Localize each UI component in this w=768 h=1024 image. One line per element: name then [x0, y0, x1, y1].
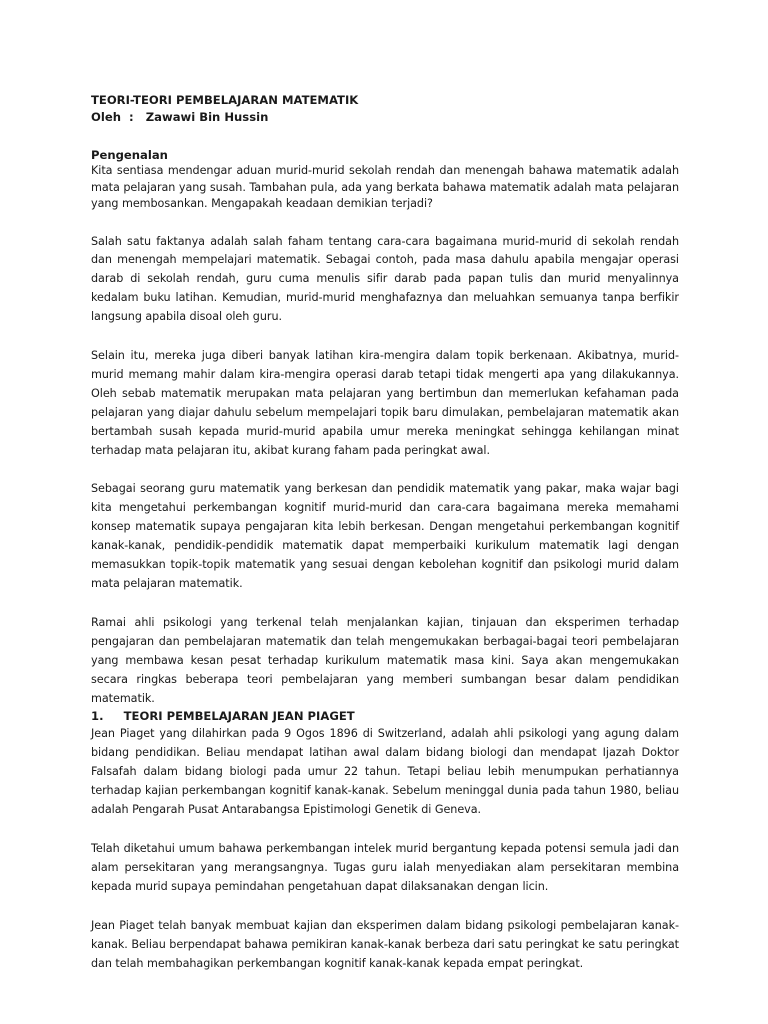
- paragraph-gap: [91, 897, 679, 917]
- paragraph-gap: [91, 213, 679, 233]
- paragraph-gap: [91, 460, 679, 480]
- paragraph: Ramai ahli psikologi yang terkenal telah menjalankan kajian, tinjauan dan eksperimen terhadap pengajaran dan pembelajaran matematik dan telah mengemukakan berbagai-bagai teori pembelajaran yang membawa kesan pesat terhadap kurikulum matematik masa kini. Saya akan mengemukakan secara ringkas beberapa teori pembelajaran yang memberi sumbangan besar dalam pendidikan matematik.: [91, 615, 679, 705]
- paragraph-gap: [91, 820, 679, 840]
- paragraph-gap: [91, 594, 679, 614]
- paragraph: Salah satu faktanya adalah salah faham tentang cara-cara bagaimana murid-murid di sekolah rendah dan menengah mempelajari matematik. Sebagai contoh, pada masa dahulu apabila mengajar operasi darab di sekolah rendah, guru cuma menulis sifir darab pada papan tulis dan murid menyalinnya kedalam buku latihan. Kemudian, murid-murid menghafaznya dan meluahkan semuanya tanpa berfikir langsung apabila disoal oleh guru.: [91, 234, 679, 324]
- intro-heading: Pengenalan: [91, 148, 168, 162]
- paragraph: Selain itu, mereka juga diberi banyak latihan kira-mengira dalam topik berkenaan. Akibatnya, murid-murid memang mahir dalam kira-mengira operasi darab tetapi tidak mengerti apa yang dilakukannya. Oleh sebab matematik merupakan mata pelajaran yang bertimbun dan memerlukan kefahaman pada pelajaran yang diajar dahulu sebelum mempelajari topik baru dimulakan, pembelajaran matematik akan bertambah susah kepada murid-murid apabila umur mereka meningkat sehingga kehilangan minat terhadap mata pelajaran itu, akibat kurang faham pada peringkat awal.: [91, 349, 679, 457]
- author-byline: Oleh : Zawawi Bin Hussin: [91, 110, 269, 124]
- paragraph: Sebagai seorang guru matematik yang berkesan dan pendidik matematik yang pakar, maka wajar bagi kita mengetahui perkembangan kognitif murid-murid dan cara-cara bagaimana mereka memahami konsep matematik supaya pengajaran kita lebih berkesan. Dengan mengetahui perkembangan kognitif kanak-kanak, pendidik-pendidik matematik dapat memperbaiki kurikulum matematik lagi dengan memasukkan topik-topik matematik yang sesuai dengan kebolehan kognitif dan psikologi murid dalam mata pelajaran matematik.: [91, 482, 679, 590]
- paragraph: Telah diketahui umum bahawa perkembangan intelek murid bergantung kepada potensi semula jadi dan alam persekitaran yang merangsangnya. Tugas guru ialah menyediakan alam persekitaran membina kepada murid supaya pemindahan pengetahuan dapat dilaksanakan dengan licin.: [91, 841, 679, 893]
- paragraph: Jean Piaget telah banyak membuat kajian dan eksperimen dalam bidang psikologi pembelajaran kanak-kanak. Beliau berpendapat bahawa pemikiran kanak-kanak berbeza dari satu peringkat ke satu peringkat dan telah membahagikan perkembangan kognitif kanak-kanak kepada empat peringkat.: [91, 918, 679, 970]
- document-title: TEORI-TEORI PEMBELAJARAN MATEMATIK: [91, 93, 359, 107]
- paragraph: Jean Piaget yang dilahirkan pada 9 Ogos 1896 di Switzerland, adalah ahli psikologi yang agung dalam bidang pendidikan. Beliau mendapat latihan awal dalam bidang biologi dan mendapat Ijazah Doktor Falsafah dalam bidang biologi pada umur 22 tahun. Tetapi beliau lebih menumpukan perhatiannya terhadap kajian perkembangan kognitif kanak-kanak. Sebelum meninggal dunia pada tahun 1980, beliau adalah Pengarah Pusat Antarabangsa Epistimologi Genetik di Geneva.: [91, 727, 679, 817]
- paragraph-gap: [91, 327, 679, 347]
- section-heading-piaget: 1. TEORI PEMBELAJARAN JEAN PIAGET: [91, 709, 355, 724]
- paragraph: Kita sentiasa mendengar aduan murid-murid sekolah rendah dan menengah bahawa matematik adalah mata pelajaran yang susah. Tambahan pula, ada yang berkata bahawa matematik adalah mata pelajaran yang membosankan. Mengapakah keadaan demikian terjadi?: [91, 164, 679, 210]
- document-body: [91, 92, 679, 973]
